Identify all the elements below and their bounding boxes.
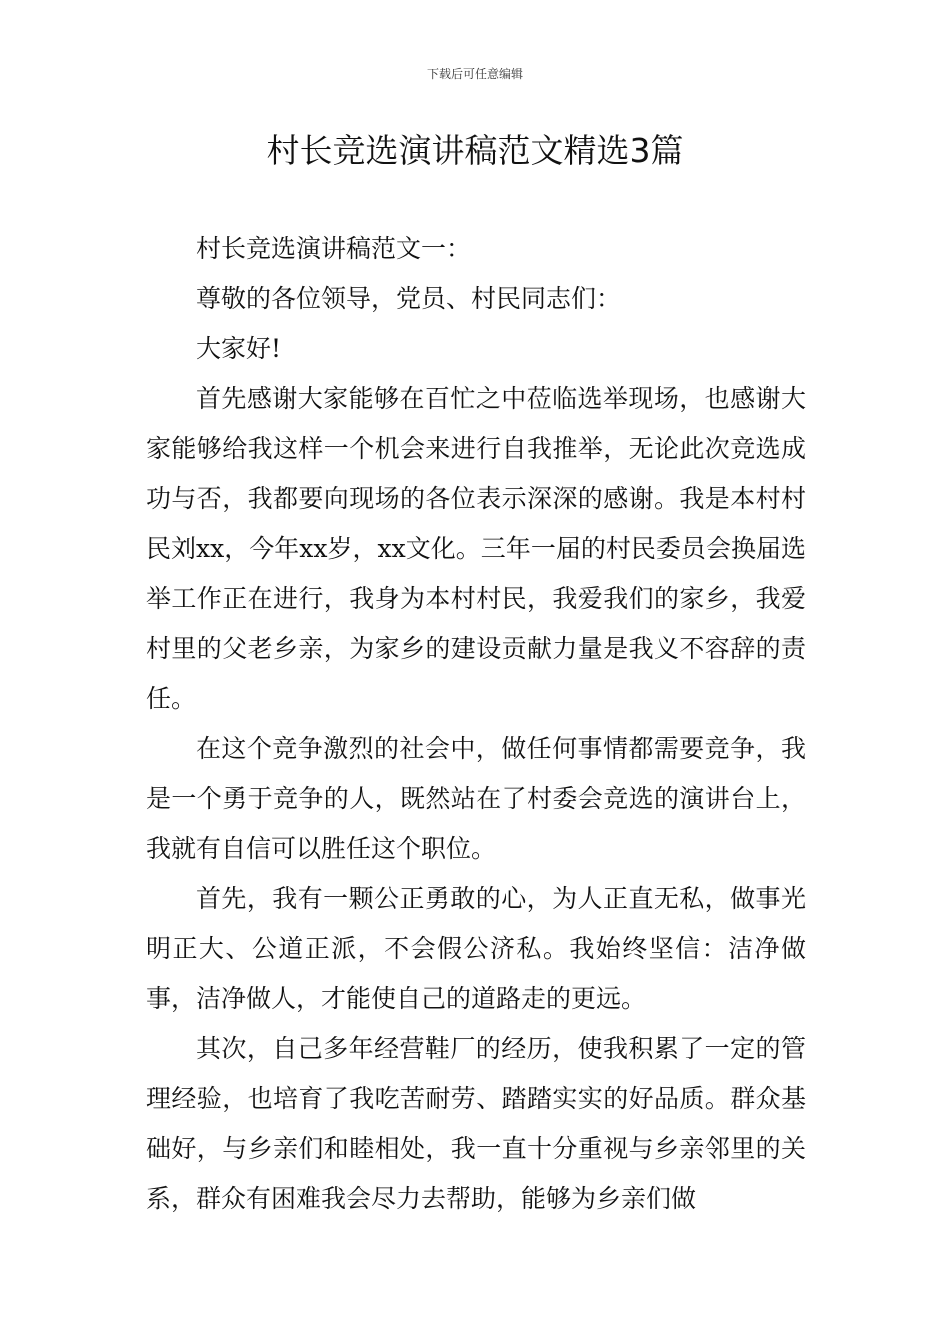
document-body <box>146 224 806 1224</box>
paragraph-section-heading: 村长竞选演讲稿范文一： <box>196 234 472 263</box>
paragraph-introduction: 首先感谢大家能够在百忙之中莅临选举现场，也感谢大家能够给我这样一个机会来进行自我推举，无论此次竞选成功与否，我都要向现场的各位表示深深的感谢。我是本村村民刘xx，今年xx岁，xx文化。三年一届的村民委员会换届选举工作正在进行，我身为本村村民，我爱我们的家乡，我爱村里的父老乡亲，为家乡的建设贡献力量是我义不容辞的责任。 <box>146 384 806 713</box>
paragraph-second-point: 其次，自己多年经营鞋厂的经历，使我积累了一定的管理经验，也培育了我吃苦耐劳、踏踏实实的好品质。群众基础好，与乡亲们和睦相处，我一直十分重视与乡亲邻里的关系，群众有困难我会尽力去帮助，能够为乡亲们做 <box>146 1034 806 1213</box>
header-note: 下载后可任意编辑 <box>426 67 523 81</box>
document-title: 村长竞选演讲稿范文精选3篇 <box>266 131 684 170</box>
paragraph-greeting: 大家好! <box>196 334 282 363</box>
paragraph-first-point: 首先，我有一颗公正勇敢的心，为人正直无私，做事光明正大、公道正派，不会假公济私。我始终坚信：洁净做事，洁净做人，才能使自己的道路走的更远。 <box>146 884 806 1013</box>
paragraph-salutation: 尊敬的各位领导，党员、村民同志们： <box>196 284 622 313</box>
paragraph-competition: 在这个竞争激烈的社会中，做任何事情都需要竞争，我是一个勇于竞争的人，既然站在了村委会竞选的演讲台上，我就有自信可以胜任这个职位。 <box>146 734 806 863</box>
